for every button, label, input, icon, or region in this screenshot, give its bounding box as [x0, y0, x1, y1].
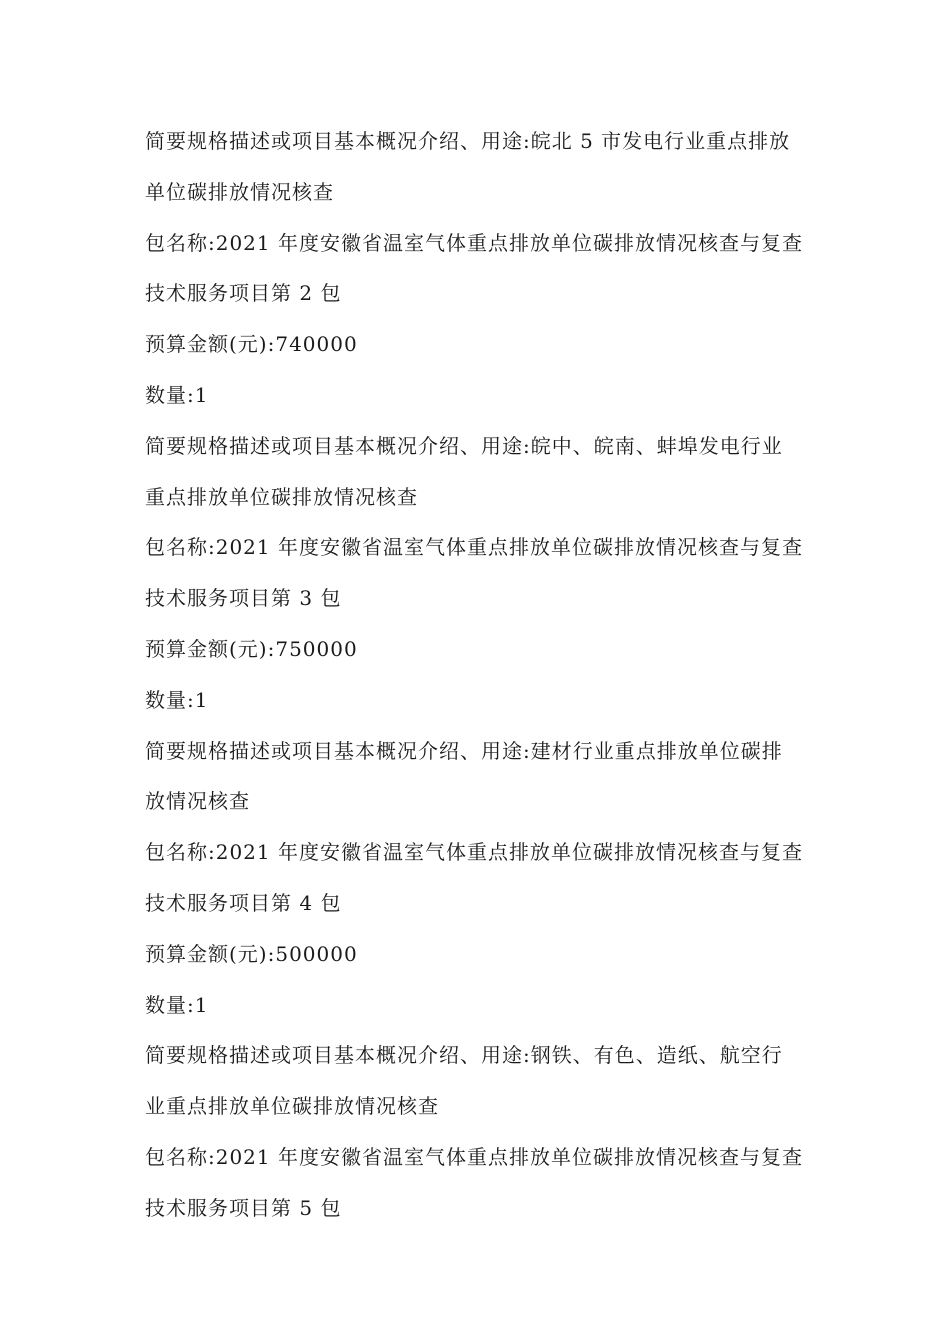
text-line: 数量:1 — [145, 382, 209, 407]
paragraph — [145, 1030, 815, 1132]
paragraph — [145, 116, 815, 218]
text-line: 数量:1 — [145, 992, 209, 1017]
text-line: 包名称:2021 年度安徽省温室气体重点排放单位碳排放情况核查与复查 — [145, 230, 803, 255]
text-line: 放情况核查 — [145, 789, 250, 814]
paragraph — [145, 522, 815, 624]
text-line: 技术服务项目第 5 包 — [145, 1195, 342, 1220]
paragraph — [145, 827, 815, 929]
text-line: 简要规格描述或项目基本概况介绍、用途:钢铁、有色、造纸、航空行 — [145, 1043, 783, 1068]
paragraph — [145, 1132, 815, 1234]
text-line: 业重点排放单位碳排放情况核查 — [145, 1094, 439, 1119]
text-line: 包名称:2021 年度安徽省温室气体重点排放单位碳排放情况核查与复查 — [145, 840, 803, 865]
paragraph — [145, 218, 815, 320]
text-line: 预算金额(元):750000 — [145, 636, 358, 661]
paragraph — [145, 980, 815, 1031]
text-line: 简要规格描述或项目基本概况介绍、用途:皖中、皖南、蚌埠发电行业 — [145, 433, 783, 458]
text-line: 包名称:2021 年度安徽省温室气体重点排放单位碳排放情况核查与复查 — [145, 1144, 803, 1169]
paragraph — [145, 624, 815, 675]
text-line: 重点排放单位碳排放情况核查 — [145, 484, 418, 509]
text-line: 技术服务项目第 2 包 — [145, 281, 342, 306]
text-line: 预算金额(元):740000 — [145, 332, 358, 357]
text-line: 简要规格描述或项目基本概况介绍、用途:建材行业重点排放单位碳排 — [145, 738, 783, 763]
text-line: 单位碳排放情况核查 — [145, 179, 334, 204]
paragraph — [145, 929, 815, 980]
text-line: 简要规格描述或项目基本概况介绍、用途:皖北 5 市发电行业重点排放 — [145, 129, 791, 153]
paragraph — [145, 675, 815, 726]
text-line: 数量:1 — [145, 687, 209, 712]
paragraph — [145, 319, 815, 370]
text-line: 预算金额(元):500000 — [145, 941, 358, 966]
paragraph — [145, 421, 815, 523]
text-line: 技术服务项目第 4 包 — [145, 890, 342, 915]
text-line: 技术服务项目第 3 包 — [145, 586, 342, 611]
paragraph — [145, 726, 815, 828]
paragraph — [145, 370, 815, 421]
document-body — [145, 116, 815, 1234]
text-line: 包名称:2021 年度安徽省温室气体重点排放单位碳排放情况核查与复查 — [145, 535, 803, 560]
